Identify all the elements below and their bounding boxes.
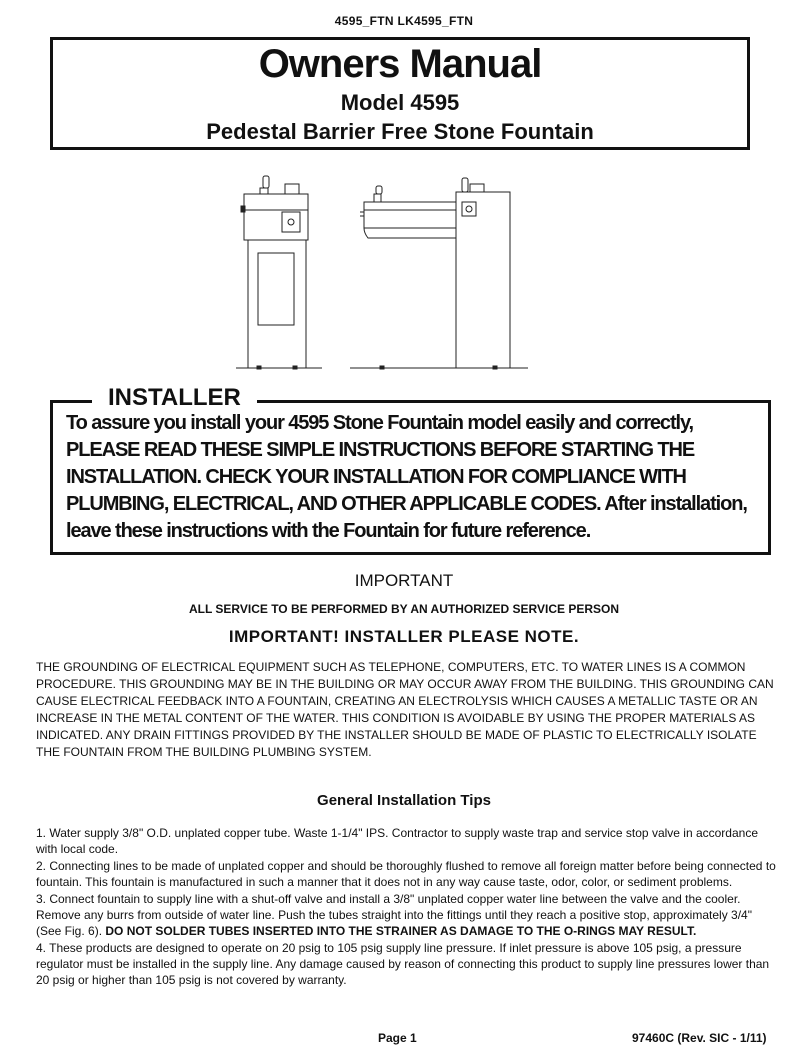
document-revision: 97460C (Rev. SIC - 1/11)	[632, 1031, 767, 1045]
installer-heading: INSTALLER	[92, 384, 257, 412]
tips-list	[36, 825, 776, 989]
tip-item-3	[36, 891, 776, 939]
product-name: Pedestal Barrier Free Stone Fountain	[206, 119, 594, 144]
installer-instructions: To assure you install your 4595 Stone Fountain model easily and correctly, PLEASE READ THESE SIMPLE INSTRUCTIONS BEFORE STARTING THE INSTALLATION. CHECK YOUR INSTALLATION FOR COMPLIANCE WITH PLUMBING, ELECTRICAL, AND OTHER APPLICABLE CODES. After installation, leave these instructions with the Fountain for future reference.	[66, 412, 747, 542]
tip-item-3-warning: DO NOT SOLDER TUBES INSERTED INTO THE STRAINER AS DAMAGE TO THE O-RINGS MAY RESULT.	[105, 924, 697, 938]
important-label: IMPORTANT	[354, 571, 454, 590]
title-box	[50, 37, 750, 150]
tip-item-2: 2. Connecting lines to be made of unplated copper and should be thoroughly flushed to remove all foreign matter before being connected to fountain. This fountain is manufactured in such a manner that it does not in any way cause taste, odor, color, or sediment problems.	[36, 859, 776, 889]
fountain-drawing	[230, 168, 530, 376]
tips-heading: General Installation Tips	[317, 792, 491, 809]
model-number: Model 4595	[340, 90, 460, 115]
grounding-warning-text: THE GROUNDING OF ELECTRICAL EQUIPMENT SUCH AS TELEPHONE, COMPUTERS, ETC. TO WATER LINES IS A COMMON PROCEDURE. THIS GROUNDING MAY BE IN THE BUILDING OR MAY OCCUR AWAY FROM THE BUILDING. THIS GROUNDING CAN CAUSE ELECTRICAL FEEDBACK INTO A FOUNTAIN, CREATING AN ELECTROLYSIS WHICH CAUSES A METALLIC TASTE OR AN INCREASE IN THE METAL CONTENT OF THE WATER. THIS CONDITION IS AVOIDABLE BY USING THE PROPER MATERIALS AS INDICATED. ANY DRAIN FITTINGS PROVIDED BY THE INSTALLER SHOULD BE MADE OF PLASTIC TO ELECTRICALLY ISOLATE THE FOUNTAIN FROM THE BUILDING PLUMBING SYSTEM.	[36, 660, 774, 759]
page-number: Page 1	[378, 1031, 417, 1045]
page-title: Owners Manual	[258, 42, 542, 86]
service-note: ALL SERVICE TO BE PERFORMED BY AN AUTHORIZED SERVICE PERSON	[188, 602, 620, 616]
document-code: 4595_FTN LK4595_FTN	[334, 14, 474, 28]
tip-item-1: 1. Water supply 3/8" O.D. unplated copper tube. Waste 1-1/4" IPS. Contractor to supply waste trap and service stop valve in accordance with local code.	[36, 826, 758, 856]
tip-item-3-text: 3. Connect fountain to supply line with a shut-off valve and install a 3/8" unplated copper water line between the valve and the cooler. Remove any burrs from outside of water line. Push the tubes straight into the fittings until they reach a positive stop, approximately 3/4" (See Fig. 6).	[36, 892, 752, 938]
installer-note-heading: IMPORTANT! INSTALLER PLEASE NOTE.	[228, 627, 580, 646]
tip-item-4: 4. These products are designed to operate on 20 psig to 105 psig supply line pressure. If inlet pressure is above 105 psig, a pressure regulator must be installed in the supply line. Any damage caused by reason of connecting this product to supply line pressures lower than 20 psig or higher than 105 psig is not covered by warranty.	[36, 941, 770, 987]
